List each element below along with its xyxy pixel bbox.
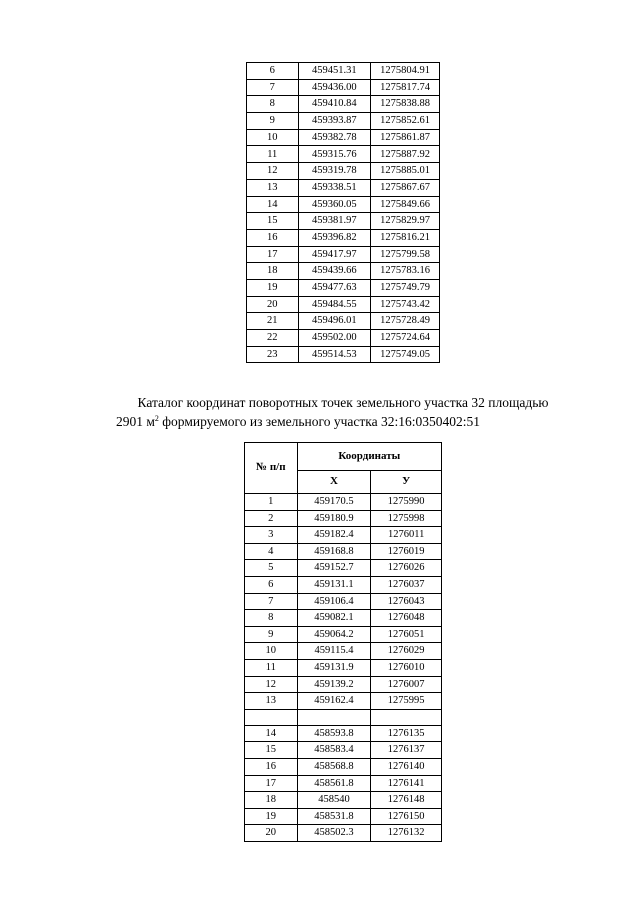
y-coordinate-cell: 1275728.49 (371, 313, 440, 330)
x-coordinate-cell: 459168.8 (297, 543, 371, 560)
table-row (247, 129, 440, 146)
x-coordinate-cell: 459106.4 (297, 593, 371, 610)
table-row (247, 63, 440, 80)
y-coordinate-cell: 1275724.64 (371, 330, 440, 347)
point-number-cell: 2 (245, 510, 298, 527)
table-row (245, 725, 442, 742)
x-coordinate-cell: 459064.2 (297, 626, 371, 643)
point-number-cell: 20 (245, 825, 298, 842)
table-row (245, 494, 442, 511)
x-coordinate-cell: 458531.8 (297, 808, 371, 825)
table-row (245, 676, 442, 693)
x-coordinate-cell: 459381.97 (298, 213, 371, 230)
x-coordinate-cell: 459496.01 (298, 313, 371, 330)
y-coordinate-cell: 1275816.21 (371, 229, 440, 246)
y-coordinate-cell: 1276048 (371, 610, 442, 627)
x-coordinate-cell: 459082.1 (297, 610, 371, 627)
point-number-cell: 4 (245, 543, 298, 560)
y-coordinate-cell: 1276011 (371, 527, 442, 544)
point-number-cell: 14 (247, 196, 299, 213)
y-coordinate-cell: 1275852.61 (371, 113, 440, 130)
y-coordinate-cell: 1275783.16 (371, 263, 440, 280)
table-cell (371, 709, 442, 725)
x-coordinate-cell: 459180.9 (297, 510, 371, 527)
point-number-cell: 14 (245, 725, 298, 742)
x-coordinate-cell: 459131.9 (297, 659, 371, 676)
point-number-cell: 23 (247, 346, 299, 363)
x-coordinate-cell: 459162.4 (297, 693, 371, 710)
y-coordinate-cell: 1275998 (371, 510, 442, 527)
table-row (247, 146, 440, 163)
table-row (245, 527, 442, 544)
x-coordinate-cell: 459410.84 (298, 96, 371, 113)
point-number-cell: 6 (245, 576, 298, 593)
x-coordinate-cell: 459170.5 (297, 494, 371, 511)
point-number-cell: 9 (247, 113, 299, 130)
table-cell (297, 709, 371, 725)
x-coordinate-cell: 459382.78 (298, 129, 371, 146)
y-coordinate-cell: 1275861.87 (371, 129, 440, 146)
point-number-cell: 7 (245, 593, 298, 610)
y-coordinate-cell: 1276140 (371, 758, 442, 775)
point-number-cell: 3 (245, 527, 298, 544)
area-unit-exponent: 2 (154, 414, 159, 423)
y-coordinate-cell: 1275885.01 (371, 163, 440, 180)
table-row-empty (245, 709, 442, 725)
point-number-cell: 20 (247, 296, 299, 313)
y-coordinate-cell: 1276132 (371, 825, 442, 842)
y-coordinate-cell: 1276019 (371, 543, 442, 560)
x-coordinate-cell: 459338.51 (298, 179, 371, 196)
point-number-cell: 15 (245, 742, 298, 759)
table-row (247, 163, 440, 180)
catalog-caption-line1: Каталог координат поворотных точек земельного участка 32 площадью (137, 395, 549, 410)
column-header-coordinates: Координаты (297, 443, 441, 471)
point-number-cell: 13 (247, 179, 299, 196)
table-row (247, 313, 440, 330)
x-coordinate-cell: 458540 (297, 792, 371, 809)
x-coordinate-cell: 459152.7 (297, 560, 371, 577)
point-number-cell: 7 (247, 79, 299, 96)
table-row (247, 346, 440, 363)
table-row (247, 246, 440, 263)
y-coordinate-cell: 1275995 (371, 693, 442, 710)
point-number-cell: 19 (245, 808, 298, 825)
y-coordinate-cell: 1275817.74 (371, 79, 440, 96)
table-row (245, 510, 442, 527)
point-number-cell: 13 (245, 693, 298, 710)
y-coordinate-cell: 1275849.66 (371, 196, 440, 213)
x-coordinate-cell: 459319.78 (298, 163, 371, 180)
table-row (247, 79, 440, 96)
x-coordinate-cell: 458561.8 (297, 775, 371, 792)
point-number-cell: 11 (247, 146, 299, 163)
y-coordinate-cell: 1276007 (371, 676, 442, 693)
catalog-caption-line2 (0, 412, 598, 431)
table-row (247, 229, 440, 246)
point-number-cell: 8 (247, 96, 299, 113)
x-coordinate-cell: 459182.4 (297, 527, 371, 544)
x-coordinate-cell: 459393.87 (298, 113, 371, 130)
table-row (247, 113, 440, 130)
table-row (245, 643, 442, 660)
area-value: 2901 м (116, 414, 155, 429)
point-number-cell: 11 (245, 659, 298, 676)
point-number-cell: 15 (247, 213, 299, 230)
table-row (245, 792, 442, 809)
x-coordinate-cell: 459115.4 (297, 643, 371, 660)
point-number-cell: 8 (245, 610, 298, 627)
point-number-cell: 16 (245, 758, 298, 775)
y-coordinate-cell: 1276137 (371, 742, 442, 759)
y-coordinate-cell: 1276150 (371, 808, 442, 825)
point-number-cell: 16 (247, 229, 299, 246)
x-coordinate-cell: 458568.8 (297, 758, 371, 775)
x-coordinate-cell: 459131.1 (297, 576, 371, 593)
point-number-cell: 22 (247, 330, 299, 347)
x-coordinate-cell: 458593.8 (297, 725, 371, 742)
y-coordinate-cell: 1275804.91 (371, 63, 440, 80)
x-coordinate-cell: 459360.05 (298, 196, 371, 213)
y-coordinate-cell: 1275799.58 (371, 246, 440, 263)
y-coordinate-cell: 1275829.97 (371, 213, 440, 230)
y-coordinate-cell: 1276141 (371, 775, 442, 792)
table-row (245, 626, 442, 643)
point-number-cell: 12 (247, 163, 299, 180)
y-coordinate-cell: 1275887.92 (371, 146, 440, 163)
table-row (247, 279, 440, 296)
point-number-cell: 18 (247, 263, 299, 280)
table-row (247, 179, 440, 196)
y-coordinate-cell: 1275990 (371, 494, 442, 511)
x-coordinate-cell: 459451.31 (298, 63, 371, 80)
table-row (247, 96, 440, 113)
y-coordinate-cell: 1275867.67 (371, 179, 440, 196)
table-row (247, 213, 440, 230)
table-row (245, 693, 442, 710)
table-row (245, 775, 442, 792)
table-row (247, 263, 440, 280)
x-coordinate-cell: 459477.63 (298, 279, 371, 296)
y-coordinate-cell: 1276029 (371, 643, 442, 660)
column-header-y: У (371, 471, 442, 494)
table-row (245, 610, 442, 627)
table-row (245, 742, 442, 759)
y-coordinate-cell: 1276135 (371, 725, 442, 742)
table-row (245, 659, 442, 676)
x-coordinate-cell: 458583.4 (297, 742, 371, 759)
table-row (245, 825, 442, 842)
point-number-cell: 5 (245, 560, 298, 577)
coordinates-table-continued (246, 62, 440, 363)
table-row (247, 296, 440, 313)
table-cell (245, 709, 298, 725)
point-number-cell: 1 (245, 494, 298, 511)
source-parcel-text: формируемого из земельного участка 32:16:0350402:51 (158, 414, 480, 429)
x-coordinate-cell: 459484.55 (298, 296, 371, 313)
y-coordinate-cell: 1276026 (371, 560, 442, 577)
point-number-cell: 17 (245, 775, 298, 792)
column-header-number: № п/п (245, 443, 298, 494)
point-number-cell: 19 (247, 279, 299, 296)
x-coordinate-cell: 459514.53 (298, 346, 371, 363)
point-number-cell: 17 (247, 246, 299, 263)
x-coordinate-cell: 459417.97 (298, 246, 371, 263)
coordinates-table-plot-32 (244, 442, 442, 842)
point-number-cell: 9 (245, 626, 298, 643)
point-number-cell: 6 (247, 63, 299, 80)
x-coordinate-cell: 459396.82 (298, 229, 371, 246)
point-number-cell: 21 (247, 313, 299, 330)
x-coordinate-cell: 458502.3 (297, 825, 371, 842)
table-row (245, 576, 442, 593)
point-number-cell: 12 (245, 676, 298, 693)
y-coordinate-cell: 1275749.79 (371, 279, 440, 296)
x-coordinate-cell: 459315.76 (298, 146, 371, 163)
y-coordinate-cell: 1275749.05 (371, 346, 440, 363)
x-coordinate-cell: 459139.2 (297, 676, 371, 693)
table-row (245, 560, 442, 577)
table-row (245, 758, 442, 775)
table-row (247, 196, 440, 213)
y-coordinate-cell: 1275838.88 (371, 96, 440, 113)
point-number-cell: 18 (245, 792, 298, 809)
y-coordinate-cell: 1276037 (371, 576, 442, 593)
x-coordinate-cell: 459436.00 (298, 79, 371, 96)
x-coordinate-cell: 459502.00 (298, 330, 371, 347)
y-coordinate-cell: 1275743.42 (371, 296, 440, 313)
point-number-cell: 10 (247, 129, 299, 146)
table-row (245, 808, 442, 825)
table-row (245, 593, 442, 610)
point-number-cell: 10 (245, 643, 298, 660)
column-header-x: Х (297, 471, 371, 494)
y-coordinate-cell: 1276051 (371, 626, 442, 643)
y-coordinate-cell: 1276148 (371, 792, 442, 809)
x-coordinate-cell: 459439.66 (298, 263, 371, 280)
y-coordinate-cell: 1276010 (371, 659, 442, 676)
table-row (245, 543, 442, 560)
table-row (247, 330, 440, 347)
y-coordinate-cell: 1276043 (371, 593, 442, 610)
